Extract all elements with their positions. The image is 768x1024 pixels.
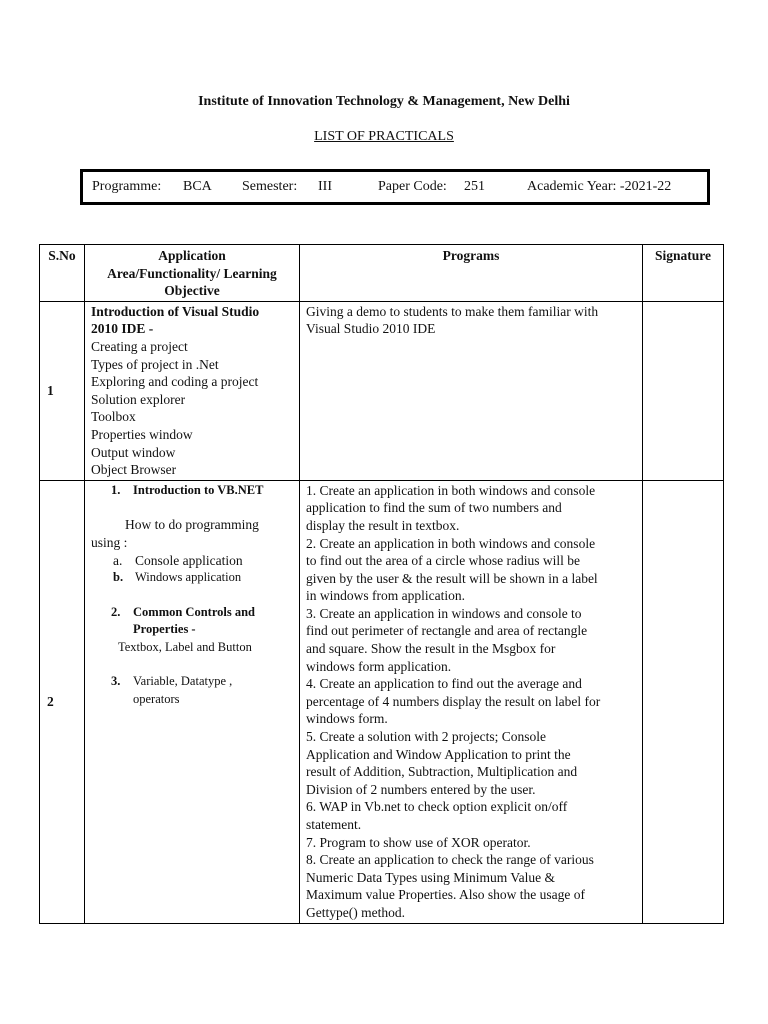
topic-1-text: Introduction to VB.NET — [133, 482, 264, 497]
row-1-area-item: Solution explorer — [91, 391, 186, 407]
academic-year: Academic Year: -2021-22 — [527, 179, 672, 194]
row-2-program-line: 5. Create a solution with 2 projects; Console — [306, 729, 546, 745]
row-2-program-line: and square. Show the result in the Msgbox for — [306, 641, 556, 657]
row-2-program-line: 6. WAP in Vb.net to check option explicit on/off — [306, 799, 568, 815]
row-2-how-line-2: using : — [91, 534, 128, 550]
row-1-area-item: Creating a project — [91, 338, 188, 354]
row-1-area-item: Object Browser — [91, 462, 177, 478]
row-2-program-line: Application and Window Application to print the — [306, 746, 571, 762]
row-2-program-line: percentage of 4 numbers display the result on label for — [306, 693, 601, 709]
subitem-a-text: Console application — [135, 552, 243, 568]
subitem-b-label: b. — [113, 570, 124, 585]
topic-3-text-1: Variable, Datatype , — [133, 674, 233, 689]
row-2-program-line: Division of 2 numbers entered by the user. — [306, 781, 536, 797]
row-2-program-line: given by the user & the result will be shown in a label — [306, 570, 598, 586]
header-programs: Programs — [300, 245, 643, 302]
row-2-topic-2 — [91, 604, 293, 639]
table-row — [40, 301, 724, 480]
row-2-program-line: in windows from application. — [306, 588, 465, 604]
row-1-programs — [300, 301, 643, 480]
row-2-program-line: 7. Program to show use of XOR operator. — [306, 834, 531, 850]
row-2-program-line: application to find the sum of two numbers and — [306, 500, 562, 516]
header-area-line-3: Objective — [164, 283, 220, 299]
row-1-signature — [643, 301, 724, 480]
row-1-program-line: Visual Studio 2010 IDE — [306, 321, 436, 337]
row-1-area-item: Toolbox — [91, 409, 136, 425]
semester-label: Semester: — [242, 179, 298, 194]
topic-2-number: 2. — [111, 604, 121, 619]
header-sno: S.No — [40, 245, 85, 302]
row-2-subitem-a — [91, 552, 293, 570]
practicals-table — [39, 244, 724, 924]
table-row — [40, 480, 724, 923]
row-2-program-line: 2. Create an application in both windows and console — [306, 535, 596, 551]
programme-info-box — [80, 169, 710, 205]
row-2-program-line: 3. Create an application in windows and console to — [306, 605, 582, 621]
row-2-subitem-b — [91, 569, 293, 587]
row-2-program-line: display the result in textbox. — [306, 517, 460, 533]
row-2-program-line: 4. Create an application to find out the average and — [306, 676, 582, 692]
row-1-area — [85, 301, 300, 480]
row-2-area — [85, 480, 300, 923]
row-2-program-line: statement. — [306, 817, 362, 832]
row-2-sno: 2 — [40, 480, 85, 923]
topic-3-text-2: operators — [133, 692, 180, 707]
subitem-a-label: a. — [113, 552, 123, 568]
paper-code-value: 251 — [464, 179, 485, 194]
row-2-topic-3 — [91, 673, 293, 708]
semester-value: III — [318, 179, 332, 194]
row-2-topic-2-sub: Textbox, Label and Button — [118, 639, 252, 654]
row-2-program-line: Numeric Data Types using Minimum Value & — [306, 869, 556, 885]
row-2-program-line: result of Addition, Subtraction, Multiplication and — [306, 764, 578, 780]
row-1-area-item: Output window — [91, 444, 176, 460]
row-2-topic-1 — [91, 482, 293, 500]
row-2-program-line: to find out the area of a circle whose radius will be — [306, 553, 581, 569]
row-1-program-line: Giving a demo to students to make them familiar with — [306, 303, 599, 319]
topic-1-number: 1. — [111, 482, 121, 497]
topic-3-number: 3. — [111, 674, 121, 689]
row-2-signature — [643, 480, 724, 923]
row-2-program-line: 8. Create an application to check the range of various — [306, 852, 594, 868]
list-title-text: LIST OF PRACTICALS — [314, 129, 454, 144]
row-2-program-line: 1. Create an application in both windows and console — [306, 482, 596, 498]
row-2-programs — [300, 480, 643, 923]
row-1-area-heading-2: 2010 IDE - — [91, 321, 154, 337]
programme-label: Programme: — [92, 179, 162, 194]
row-1-area-item: Properties window — [91, 426, 193, 442]
topic-2-text-1: Common Controls and — [133, 604, 256, 619]
row-2-program-line: find out perimeter of rectangle and area of rectangle — [306, 623, 588, 639]
row-1-area-heading-1: Introduction of Visual Studio — [91, 303, 260, 319]
subitem-b-text: Windows application — [135, 570, 242, 585]
list-title — [0, 129, 768, 145]
table-header-row — [40, 245, 724, 302]
topic-2-text-2: Properties - — [133, 622, 196, 637]
header-area-line-1: Application — [158, 248, 226, 263]
row-1-sno: 1 — [40, 301, 85, 480]
row-2-program-line: windows form application. — [306, 658, 452, 674]
row-2-program-line: Maximum value Properties. Also show the usage of — [306, 887, 585, 903]
header-area-line-2: Area/Functionality/ Learning — [107, 265, 277, 281]
header-area — [85, 245, 300, 302]
paper-code-label: Paper Code: — [378, 179, 447, 194]
institute-title: Institute of Innovation Technology & Management, New Delhi — [198, 94, 570, 109]
programme-value: BCA — [183, 179, 212, 194]
row-2-program-line: windows form. — [306, 711, 388, 727]
header-signature: Signature — [643, 245, 724, 302]
row-2-how-line-1: How to do programming — [125, 517, 259, 533]
row-1-area-item: Exploring and coding a project — [91, 374, 259, 390]
row-2-program-line: Gettype() method. — [306, 904, 405, 920]
row-1-area-item: Types of project in .Net — [91, 356, 219, 372]
